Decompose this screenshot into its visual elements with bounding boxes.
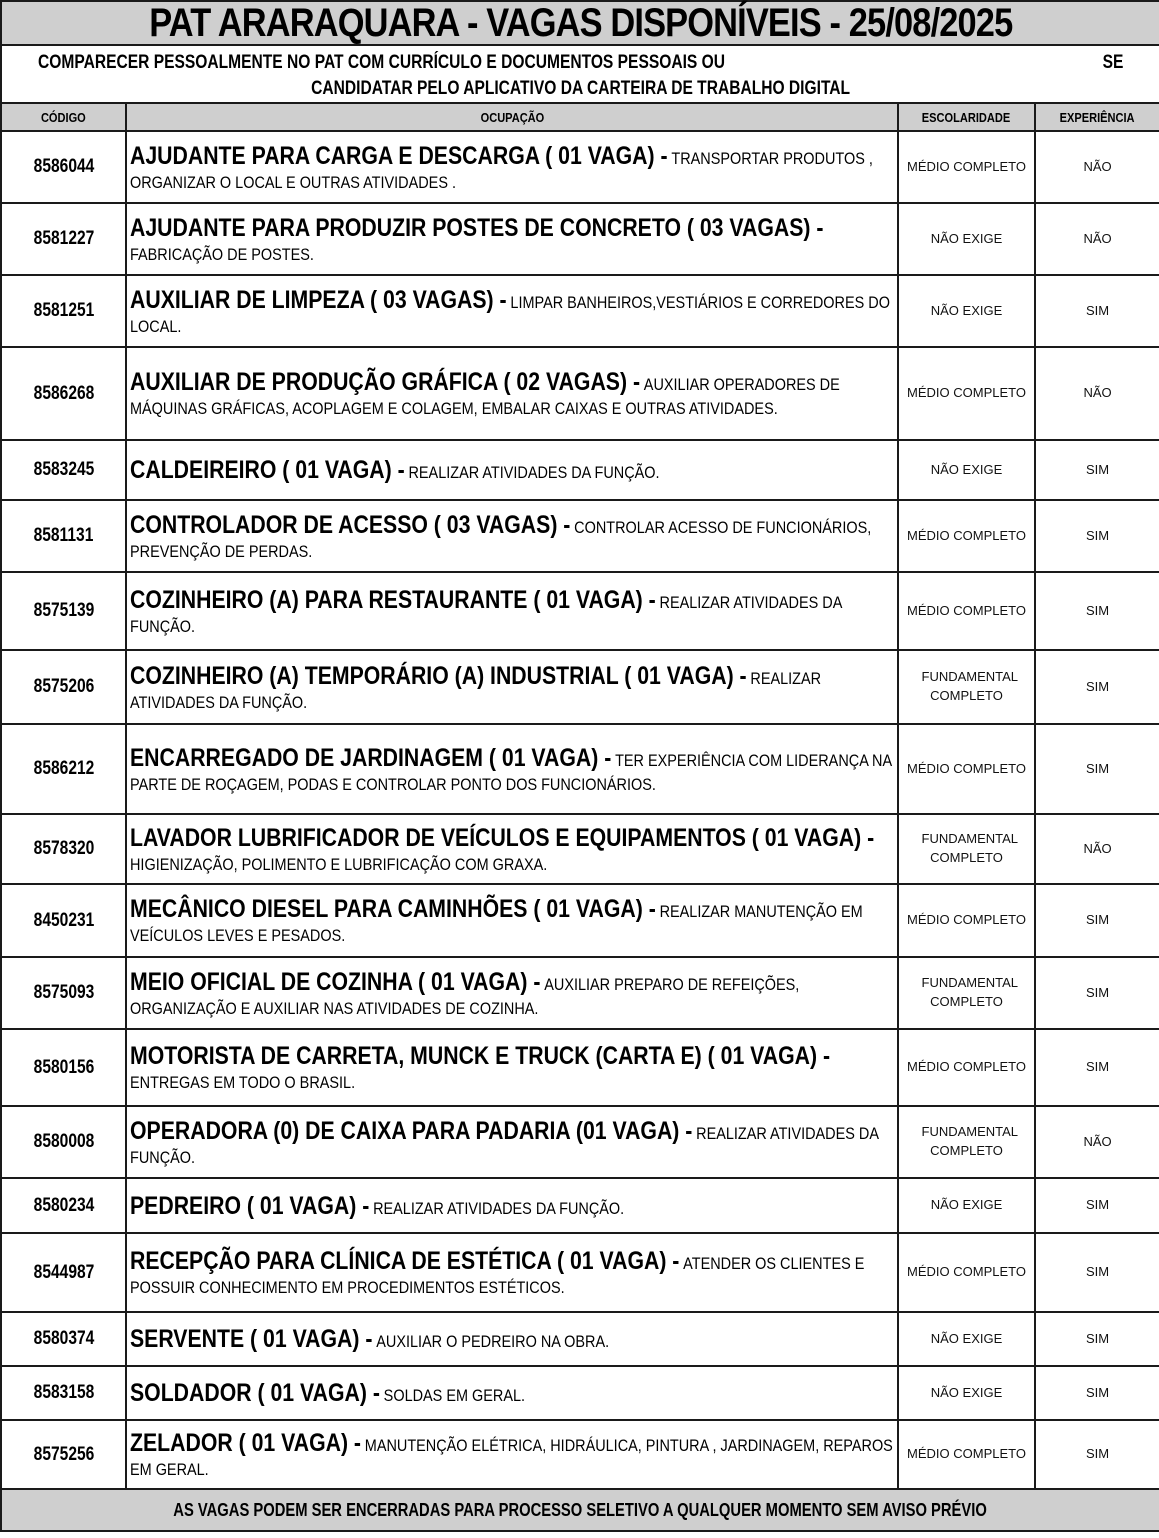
table-row [1,1106,1159,1178]
table-row [1,650,1159,724]
job-occupation [126,131,898,203]
job-experience [1035,1366,1159,1420]
job-code-text: 8578320 [33,838,94,859]
job-code [1,275,126,347]
job-occupation-text [130,1323,895,1355]
job-occupation-text [130,1190,895,1222]
column-header-row [1,103,1159,131]
job-code-text: 8575256 [33,1443,94,1465]
job-code [1,1420,126,1489]
job-code-text: 8581131 [33,525,94,546]
job-experience [1035,814,1159,884]
job-experience [1035,131,1159,203]
job-experience-text: SIM [1085,1197,1110,1213]
job-occupation-text [130,1040,895,1094]
footer-notice [1,1489,1159,1531]
table-row [1,1233,1159,1312]
job-experience-text: SIM [1085,461,1110,477]
job-occupation [126,1233,898,1312]
notice-line-1: COMPARECER PESSOALMENTE NO PAT COM CURRÍCULO E DOCUMENTOS PESSOAIS OU [38,52,726,73]
job-education [898,275,1035,347]
job-education [898,500,1035,572]
job-education-text: MÉDIO COMPLETO [907,912,1026,928]
job-code [1,500,126,572]
table-row [1,131,1159,203]
job-title: PEDREIRO ( 01 VAGA) - [130,1191,370,1220]
column-header-code [1,103,126,131]
job-code [1,884,126,957]
job-occupation-text [130,366,895,420]
job-description: REALIZAR ATIVIDADES DA FUNÇÃO. [408,463,660,482]
job-occupation [126,440,898,500]
job-code-text: 8586268 [33,382,94,404]
job-code [1,957,126,1029]
job-experience-text: SIM [1085,760,1110,776]
job-education [898,814,1035,884]
job-code-text: 8580008 [33,1131,94,1152]
job-experience [1035,572,1159,650]
job-code [1,724,126,814]
job-occupation-text [130,140,895,194]
table-row [1,572,1159,650]
job-occupation [126,1106,898,1178]
job-education-text: NÃO EXIGE [930,1330,1003,1346]
job-title: AJUDANTE PARA PRODUZIR POSTES DE CONCRETO ( 03 VAGAS) - [130,213,824,242]
job-title: CALDEIREIRO ( 01 VAGA) - [130,456,405,484]
job-education [898,347,1035,440]
job-education [898,572,1035,650]
job-description: SOLDAS EM GERAL. [383,1386,526,1405]
job-title: ENCARREGADO DE JARDINAGEM ( 01 VAGA) - [130,743,612,772]
job-code [1,440,126,500]
notice-cell [1,45,1159,103]
job-experience [1035,440,1159,500]
job-education [898,1233,1035,1312]
column-header-experience [1035,103,1159,131]
job-description: ENTREGAS EM TODO O BRASIL. [130,1073,356,1093]
job-code [1,1178,126,1233]
job-experience-text: SIM [1085,1264,1110,1280]
job-experience-text: SIM [1085,1384,1110,1400]
job-experience-text: SIM [1085,1059,1110,1075]
job-occupation [126,650,898,724]
job-code-text: 8581251 [33,300,94,321]
job-experience-text: NÃO [1083,1133,1112,1149]
page-title-text: PAT ARARAQUARA - VAGAS DISPONÍVEIS - 25/08/2025 [148,1,1013,45]
job-occupation-text [130,584,895,638]
job-education-text: NÃO EXIGE [930,230,1003,246]
job-occupation-text [130,509,895,563]
job-occupation [126,500,898,572]
job-occupation [126,1366,898,1420]
job-title: AJUDANTE PARA CARGA E DESCARGA ( 01 VAGA) - [130,141,668,170]
job-experience [1035,724,1159,814]
job-code-text: 8450231 [33,909,94,931]
table-row [1,440,1159,500]
job-title: OPERADORA (0) DE CAIXA PARA PADARIA (01 VAGA) - [130,1116,693,1145]
job-title: MOTORISTA DE CARRETA, MUNCK E TRUCK (CARTA E) ( 01 VAGA) - [130,1042,831,1071]
table-row [1,1312,1159,1366]
job-occupation [126,203,898,275]
job-code [1,1312,126,1366]
job-education-text: NÃO EXIGE [930,302,1003,318]
job-experience [1035,650,1159,724]
column-header-occupation [126,103,898,131]
job-code [1,650,126,724]
job-experience [1035,1420,1159,1489]
footer-notice-text: AS VAGAS PODEM SER ENCERRADAS PARA PROCESSO SELETIVO A QUALQUER MOMENTO SEM AVISO PRÉVIO [173,1499,988,1520]
job-code-text: 8544987 [33,1261,94,1283]
job-occupation [126,1178,898,1233]
job-occupation-text [130,1377,895,1409]
table-row [1,1420,1159,1489]
job-occupation [126,724,898,814]
table-row [1,814,1159,884]
column-header-experience-label: EXPERIÊNCIA [1060,109,1135,125]
table-row [1,1029,1159,1106]
job-code-text: 8583158 [33,1382,94,1403]
job-experience [1035,884,1159,957]
job-code [1,1029,126,1106]
job-code-text: 8575206 [33,676,94,697]
job-education-text: FUNDAMENTAL COMPLETO [921,831,1019,865]
job-education-text: FUNDAMENTAL COMPLETO [921,1124,1019,1158]
job-code [1,1106,126,1178]
notice-se: SE [1102,52,1124,73]
job-description: MANUTENÇÃO ELÉTRICA, HIDRÁULICA, PINTURA , JARDINAGEM, REPAROS EM GERAL. [130,1436,893,1480]
table-row [1,203,1159,275]
page-title [1,1,1159,45]
job-experience-text: SIM [1085,527,1110,543]
job-description: LIMPAR BANHEIROS,VESTIÁRIOS E CORREDORES DO LOCAL. [130,292,890,336]
job-education [898,884,1035,957]
table-row [1,275,1159,347]
job-occupation [126,814,898,884]
job-occupation-text [130,1245,895,1299]
job-occupation-text [130,893,895,947]
job-experience [1035,500,1159,572]
table-row [1,1366,1159,1420]
job-title: MEIO OFICIAL DE COZINHA ( 01 VAGA) - [130,967,541,996]
job-occupation-text [130,660,895,714]
job-education [898,724,1035,814]
table-row [1,1178,1159,1233]
job-code [1,131,126,203]
job-education-text: NÃO EXIGE [930,1384,1003,1400]
job-experience [1035,957,1159,1029]
job-experience-text: NÃO [1083,158,1112,174]
job-education-text: FUNDAMENTAL COMPLETO [921,669,1019,703]
job-education-text: MÉDIO COMPLETO [907,1446,1026,1462]
job-description: TER EXPERIÊNCIA COM LIDERANÇA NA PARTE DE ROÇAGEM, PODAS E CONTROLAR PONTO DOS FUNCIONÁRIOS. [130,750,892,794]
job-education [898,650,1035,724]
table-row [1,347,1159,440]
job-occupation [126,275,898,347]
job-description: FABRICAÇÃO DE POSTES. [130,244,314,264]
job-code-text: 8581227 [33,228,94,249]
table-row [1,724,1159,814]
job-description: ATENDER OS CLIENTES E POSSUIR CONHECIMENTO EM PROCEDIMENTOS ESTÉTICOS. [130,1254,865,1298]
job-code [1,347,126,440]
job-experience-text: SIM [1085,912,1110,928]
job-title: RECEPÇÃO PARA CLÍNICA DE ESTÉTICA ( 01 VAGA) - [130,1247,680,1276]
notice-row [1,45,1159,103]
job-code-text: 8575093 [33,982,94,1003]
job-code [1,572,126,650]
job-occupation-text [130,966,895,1020]
job-education-text: NÃO EXIGE [930,1197,1003,1213]
job-title: COZINHEIRO (A) PARA RESTAURANTE ( 01 VAGA) - [130,585,656,614]
column-header-education [898,103,1035,131]
job-experience-text: SIM [1085,302,1110,318]
job-experience [1035,347,1159,440]
job-description: REALIZAR ATIVIDADES DA FUNÇÃO. [373,1198,625,1218]
job-title: AUXILIAR DE PRODUÇÃO GRÁFICA ( 02 VAGAS) - [130,368,641,397]
table-row [1,500,1159,572]
job-experience [1035,1029,1159,1106]
job-experience [1035,1233,1159,1312]
job-experience-text: SIM [1085,984,1110,1000]
job-title: SOLDADOR ( 01 VAGA) - [130,1379,380,1407]
job-experience-text: NÃO [1083,385,1112,401]
job-education-text: MÉDIO COMPLETO [907,1059,1026,1075]
job-title: ZELADOR ( 01 VAGA) - [130,1429,362,1458]
job-experience-text: SIM [1085,678,1110,694]
job-title: AUXILIAR DE LIMPEZA ( 03 VAGAS) - [130,285,507,314]
notice-line-2-wrap [2,78,1159,100]
table-row [1,884,1159,957]
job-description: REALIZAR ATIVIDADES DA FUNÇÃO. [130,668,822,712]
job-education-text: MÉDIO COMPLETO [907,1264,1026,1280]
job-code [1,814,126,884]
job-code-text: 8586212 [33,758,94,779]
job-education [898,440,1035,500]
job-education [898,1312,1035,1366]
job-education [898,1366,1035,1420]
job-occupation-text [130,454,895,486]
table-row [1,957,1159,1029]
job-education [898,1420,1035,1489]
job-title: COZINHEIRO (A) TEMPORÁRIO (A) INDUSTRIAL ( 01 VAGA) - [130,661,747,690]
job-education-text: FUNDAMENTAL COMPLETO [921,975,1019,1009]
job-education-text: MÉDIO COMPLETO [907,385,1026,401]
column-header-education-label: ESCOLARIDADE [922,109,1011,125]
job-description: REALIZAR MANUTENÇÃO EM VEÍCULOS LEVES E PESADOS. [130,902,863,946]
job-code [1,1366,126,1420]
job-experience-text: SIM [1085,1446,1110,1462]
job-description: REALIZAR ATIVIDADES DA FUNÇÃO. [130,1123,879,1167]
job-experience [1035,1312,1159,1366]
job-experience [1035,275,1159,347]
job-title: MECÂNICO DIESEL PARA CAMINHÕES ( 01 VAGA) - [130,895,656,924]
job-occupation [126,1029,898,1106]
title-row [1,1,1159,45]
column-header-code-label: CÓDIGO [41,109,86,125]
job-code-text: 8580234 [33,1194,94,1216]
job-experience-text: NÃO [1083,840,1112,856]
job-occupation [126,957,898,1029]
job-occupation-text [130,1427,895,1481]
job-occupation [126,572,898,650]
footer-row [1,1489,1159,1531]
job-education-text: MÉDIO COMPLETO [907,158,1026,174]
job-code [1,1233,126,1312]
job-description: HIGIENIZAÇÃO, POLIMENTO E LUBRIFICAÇÃO COM GRAXA. [130,854,548,874]
job-education-text: NÃO EXIGE [930,461,1003,477]
job-occupation-text [130,1115,895,1169]
job-education [898,1178,1035,1233]
job-education [898,1029,1035,1106]
job-education-text: MÉDIO COMPLETO [907,760,1026,776]
job-description: AUXILIAR O PEDREIRO NA OBRA. [376,1332,610,1351]
job-education [898,1106,1035,1178]
job-description: AUXILIAR PREPARO DE REFEIÇÕES, ORGANIZAÇÃO E AUXILIAR NAS ATIVIDADES DE COZINHA. [130,974,800,1018]
job-education-text: MÉDIO COMPLETO [907,527,1026,543]
column-header-occupation-label: OCUPAÇÃO [480,109,544,125]
job-experience-text: NÃO [1083,230,1112,246]
job-code-text: 8586044 [33,156,94,177]
job-code-text: 8583245 [33,459,94,480]
job-occupation-text [130,822,895,876]
job-education [898,957,1035,1029]
job-experience [1035,203,1159,275]
job-occupation-text [130,284,895,338]
job-education [898,203,1035,275]
job-occupation [126,1312,898,1366]
job-occupation-text [130,212,895,266]
job-experience [1035,1106,1159,1178]
job-code [1,203,126,275]
job-description: REALIZAR ATIVIDADES DA FUNÇÃO. [130,592,842,636]
job-occupation [126,884,898,957]
notice-line-2: CANDIDATAR PELO APLICATIVO DA CARTEIRA DE TRABALHO DIGITAL [311,78,850,99]
job-occupation-text [130,742,895,796]
job-occupation [126,347,898,440]
job-education [898,131,1035,203]
job-education-text: MÉDIO COMPLETO [907,602,1026,618]
job-description: AUXILIAR OPERADORES DE MÁQUINAS GRÁFICAS, ACOPLAGEM E COLAGEM, EMBALAR CAIXAS E OUTRAS ATIVIDADES. [130,375,840,419]
job-title: SERVENTE ( 01 VAGA) - [130,1325,373,1353]
job-title: CONTROLADOR DE ACESSO ( 03 VAGAS) - [130,510,571,539]
job-experience [1035,1178,1159,1233]
job-description: TRANSPORTAR PRODUTOS , ORGANIZAR O LOCAL E OUTRAS ATIVIDADES . [130,148,873,192]
job-code-text: 8575139 [33,600,94,621]
job-description: CONTROLAR ACESSO DE FUNCIONÁRIOS, PREVENÇÃO DE PERDAS. [130,517,872,561]
job-experience-text: SIM [1085,1330,1110,1346]
job-occupation [126,1420,898,1489]
job-code-text: 8580374 [33,1328,94,1349]
job-experience-text: SIM [1085,602,1110,618]
job-title: LAVADOR LUBRIFICADOR DE VEÍCULOS E EQUIPAMENTOS ( 01 VAGA) - [130,823,875,852]
job-code-text: 8580156 [33,1056,94,1078]
